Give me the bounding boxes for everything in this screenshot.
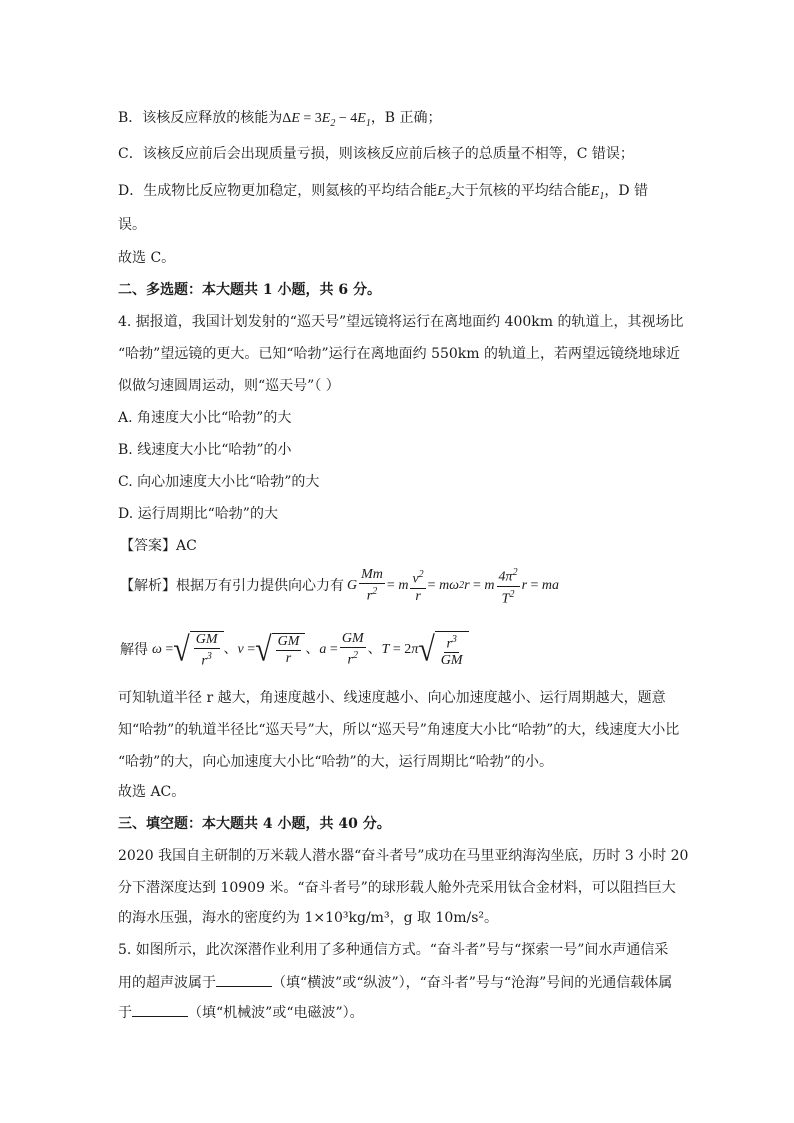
q4-option-a: A. 角速度大小比“哈勃”的大 bbox=[118, 410, 292, 426]
analysis-para-line3: “哈勃”的大，向心加速度大小比“哈勃”的大，运行周期比“哈勃”的小。 bbox=[118, 754, 553, 770]
q5-line2: 用的超声波属于 （填“横波”或“纵波”），“奋斗者”号与“沧海”号间的光通信载体属 bbox=[118, 972, 672, 993]
answer-blank-2[interactable] bbox=[132, 1002, 188, 1017]
answer-blank-1[interactable] bbox=[216, 972, 272, 987]
analysis-para-line2: 知“哈勃”的轨道半径比“巡天号”大，所以“巡天号”角速度大小比“哈勃”的大，线速度大小比 bbox=[118, 722, 680, 738]
answer-line bbox=[120, 536, 197, 556]
formula-gravitation: G $\frac{Mm}{r^2}$ = m $\frac{v^2}{r}$ = mω 2 r = m $\frac{4\pi^2}{T^2}$ r = ma bbox=[347, 566, 560, 607]
option-b-line: B．该核反应释放的核能为$\Delta E = 3E_2 - 4E_1$，B 正确； bbox=[118, 110, 442, 129]
analysis-para-line1: 可知轨道半径 r 越大，角速度越小、线速度越小、向心加速度越小、运行周期越大，题意 bbox=[118, 690, 666, 706]
q4-stem-line1: 4. 据报道，我国计划发射的“巡天号”望远镜将运行在离地面约 400km 的轨道上，其视场比 bbox=[118, 314, 684, 330]
section-title-fill-blank: 三、填空题：本大题共 4 小题，共 40 分。 bbox=[118, 816, 391, 832]
option-d-line: D．生成物比反应物更加稳定，则氦核的平均结合能$E_2$大于氘核的平均结合能$E_1$，D 错 bbox=[118, 183, 649, 202]
intro-line1: 2020 我国自主研制的万米载人潜水器“奋斗者号”成功在马里亚纳海沟坐底，历时 3 小时 20 bbox=[118, 848, 689, 864]
option-c-line: C．该核反应前后会出现质量亏损，则该核反应前后核子的总质量不相等，C 错误； bbox=[118, 146, 634, 162]
q4-conclusion: 故选 AC。 bbox=[118, 784, 186, 800]
q4-option-d: D. 运行周期比“哈勃”的大 bbox=[118, 506, 278, 522]
solution-line: 解得 ω = √ $\frac{GM}{r^3}$ 、 v = √ $\frac{GM}{r}$ 、 a = $\frac{GM}{r^2}$ 、 T = 2 π √ $\frac{r^3}{GM}$ bbox=[120, 630, 469, 670]
q3-conclusion: 故选 C。 bbox=[118, 250, 176, 266]
analysis-line: 【解析】 根据万有引力提供向心力有 G $\frac{Mm}{r^2}$ = m $\frac{v^2}{r}$ = mω 2 r = m $\frac{4\pi^2}{T^2}$ r = ma bbox=[120, 566, 560, 607]
section-title-multiple-choice: 二、多选题：本大题共 1 小题，共 6 分。 bbox=[118, 282, 381, 298]
answer-value: AC bbox=[176, 538, 197, 554]
answer-tag: 【答案】 bbox=[120, 538, 176, 554]
q4-option-c: C. 向心加速度大小比“哈勃”的大 bbox=[118, 474, 320, 490]
intro-line2: 分下潜深度达到 10909 米。“奋斗者号”的球形载人舱外壳采用钛合金材料，可以阻挡巨大 bbox=[118, 880, 676, 896]
q4-option-b: B. 线速度大小比“哈勃”的小 bbox=[118, 442, 292, 458]
option-d-continued: 误。 bbox=[118, 217, 146, 233]
q4-stem-line2: “哈勃”望远镜的更大。已知“哈勃”运行在离地面约 550km 的轨道上，若两望远镜绕地球近 bbox=[118, 346, 681, 362]
q5-line1: 5. 如图所示，此次深潜作业利用了多种通信方式。“奋斗者”号与“探索一号”间水声通信采 bbox=[118, 942, 669, 958]
formula-solutions: ω = √ $\frac{GM}{r^3}$ 、 v = √ $\frac{GM}{r}$ 、 a = $\frac{GM}{r^2}$ 、 T = 2 π √ $\frac{r^3}{GM}$ bbox=[152, 631, 469, 670]
q5-line3: 于 （填“机械波”或“电磁波”）。 bbox=[118, 1002, 364, 1023]
formula-delta-e: $\Delta E = 3E_2 - 4E_1$ bbox=[282, 111, 371, 129]
q4-stem-line3: 似做匀速圆周运动，则“巡天号”（ ） bbox=[118, 378, 340, 394]
analysis-tag: 【解析】 bbox=[120, 578, 176, 594]
intro-line3: 的海水压强，海水的密度约为 1×10³kg/m³，g 取 10m/s²。 bbox=[118, 910, 499, 926]
